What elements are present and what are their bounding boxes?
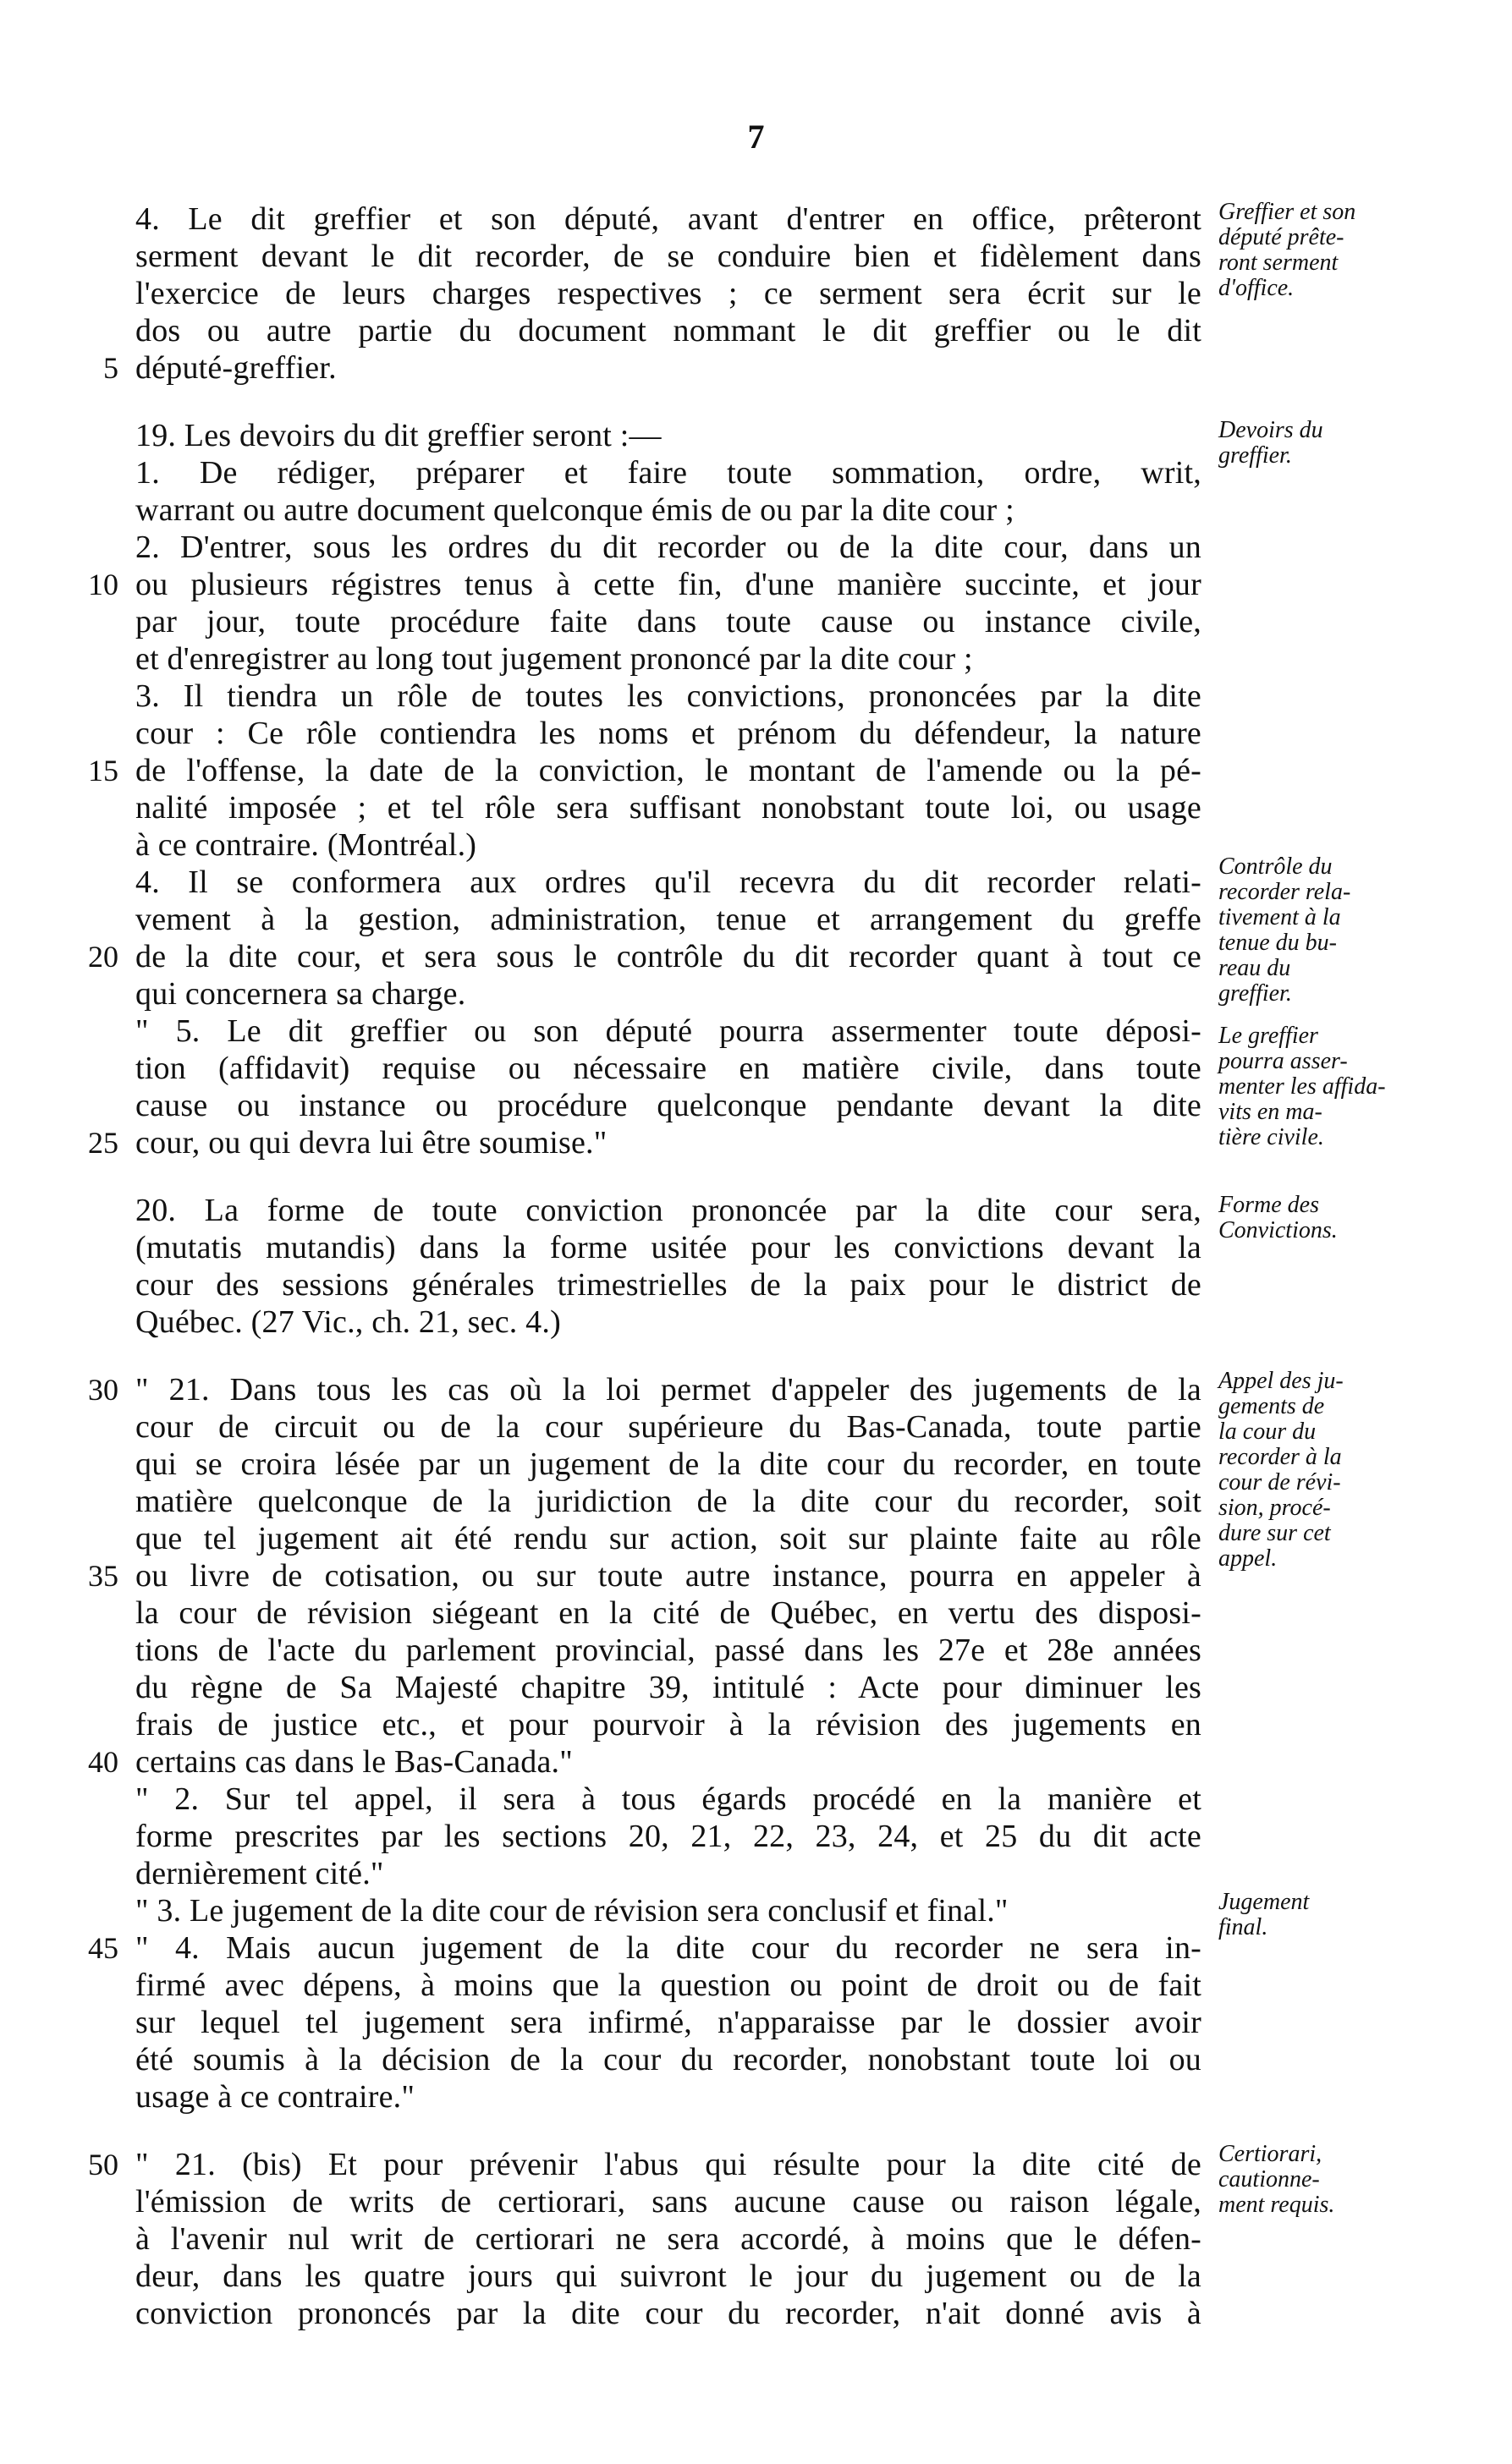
text-line: matière quelconque de la juridiction de la dite cour du recorder, soit [135, 1484, 1201, 1519]
margin-note: Certiorari, cautionne- ment requis. [1218, 2141, 1335, 2218]
text-line: certains cas dans le Bas-Canada." [135, 1744, 573, 1780]
text-line: Québec. (27 Vic., ch. 21, sec. 4.) [135, 1304, 561, 1340]
text-line: " 21. (bis) Et pour prévenir l'abus qui résulte pour la dite cité de [135, 2147, 1201, 2182]
text-line: été soumis à la décision de la cour du recorder, nonobstant toute loi ou [135, 2042, 1201, 2077]
margin-note: Contrôle du recorder rela- tivement à la tenue du bu- reau du greffier. [1218, 853, 1351, 1007]
text-line: cour : Ce rôle contiendra les noms et prénom du défendeur, la nature [135, 716, 1201, 751]
margin-note: Devoirs du greffier. [1218, 417, 1323, 469]
page-number: 7 [747, 118, 765, 156]
line-number: 20 [88, 940, 118, 974]
text-line: l'exercice de leurs charges respectives ; ce serment sera écrit sur le [135, 276, 1201, 311]
text-line: 4. Il se conformera aux ordres qu'il recevra du dit recorder relati- [135, 864, 1201, 900]
text-line: 1. De rédiger, préparer et faire toute sommation, ordre, writ, [135, 455, 1201, 491]
text-line: à l'avenir nul writ de certiorari ne sera accordé, à moins que le défen- [135, 2221, 1201, 2257]
text-line: dos ou autre partie du document nommant le dit greffier ou le dit [135, 313, 1201, 348]
text-line: l'émission de writs de certiorari, sans aucune cause ou raison légale, [135, 2184, 1201, 2220]
text-line: cour de circuit ou de la cour supérieure du Bas-Canada, toute partie [135, 1409, 1201, 1445]
text-line: conviction prononcés par la dite cour du recorder, n'ait donné avis à [135, 2296, 1201, 2331]
text-line: " 21. Dans tous les cas où la loi permet d'appeler des jugements de la [135, 1372, 1201, 1408]
text-line: député-greffier. [135, 350, 337, 386]
text-line: sur lequel tel jugement sera infirmé, n'apparaisse par le dossier avoir [135, 2005, 1201, 2040]
text-line: " 4. Mais aucun jugement de la dite cour du recorder ne sera in- [135, 1930, 1201, 1966]
text-line: firmé avec dépens, à moins que la question ou point de droit ou de fait [135, 1967, 1201, 2003]
text-line: 20. La forme de toute conviction prononcée par la dite cour sera, [135, 1193, 1201, 1228]
text-line: dernièrement cité." [135, 1856, 384, 1891]
margin-note: Jugement final. [1218, 1889, 1310, 1940]
text-line: la cour de révision siégeant en la cité de Québec, en vertu des disposi- [135, 1595, 1201, 1631]
text-line: de la dite cour, et sera sous le contrôle du dit recorder quant à tout ce [135, 939, 1201, 974]
text-line: " 3. Le jugement de la dite cour de révision sera conclusif et final." [135, 1893, 1009, 1929]
text-line: que tel jugement ait été rendu sur action, soit sur plainte faite au rôle [135, 1521, 1201, 1556]
text-line: ou plusieurs régistres tenus à cette fin, d'une manière succinte, et jour [135, 567, 1201, 602]
margin-note: Forme des Convictions. [1218, 1192, 1338, 1243]
text-line: " 2. Sur tel appel, il sera à tous égards procédé en la manière et [135, 1781, 1201, 1817]
text-line: cour, ou qui devra lui être soumise." [135, 1125, 608, 1161]
line-number: 10 [88, 568, 118, 601]
text-line: par jour, toute procédure faite dans toute cause ou instance civile, [135, 604, 1201, 639]
text-line: de l'offense, la date de la conviction, le montant de l'amende ou la pé- [135, 753, 1201, 788]
text-line: forme prescrites par les sections 20, 21, 22, 23, 24, et 25 du dit acte [135, 1819, 1201, 1854]
text-line: 4. Le dit greffier et son député, avant d'entrer en office, prêteront [135, 201, 1201, 237]
text-line: " 5. Le dit greffier ou son député pourra assermenter toute déposi- [135, 1013, 1201, 1049]
text-line: serment devant le dit recorder, de se conduire bien et fidèlement dans [135, 239, 1201, 274]
margin-note: Greffier et son député prête- ront serment d'office. [1218, 199, 1356, 301]
text-line: (mutatis mutandis) dans la forme usitée pour les convictions devant la [135, 1230, 1201, 1265]
text-line: warrant ou autre document quelconque émis de ou par la dite cour ; [135, 492, 1014, 528]
margin-note: Le greffier pourra asser- menter les affida- vits en ma- tière civile. [1218, 1023, 1386, 1150]
line-number: 50 [88, 2148, 118, 2181]
text-line: et d'enregistrer au long tout jugement prononcé par la dite cour ; [135, 641, 973, 677]
line-number: 45 [88, 1931, 118, 1965]
text-line: à ce contraire. (Montréal.) [135, 827, 477, 863]
line-number: 25 [88, 1126, 118, 1160]
text-line: vement à la gestion, administration, tenue et arrangement du greffe [135, 902, 1201, 937]
line-number: 15 [88, 754, 118, 787]
margin-note: Appel des ju- gements de la cour du recorder à la cour de révi- sion, procé- dure sur cet appel. [1218, 1368, 1344, 1572]
text-line: cour des sessions générales trimestrielles de la paix pour le district de [135, 1267, 1201, 1303]
text-line: qui concernera sa charge. [135, 976, 466, 1012]
text-line: cause ou instance ou procédure quelconque pendante devant la dite [135, 1088, 1201, 1123]
text-line: usage à ce contraire." [135, 2079, 415, 2115]
text-line: tions de l'acte du parlement provincial, passé dans les 27e et 28e années [135, 1633, 1201, 1668]
text-line: 19. Les devoirs du dit greffier seront :— [135, 418, 662, 453]
text-line: du règne de Sa Majesté chapitre 39, intitulé : Acte pour diminuer les [135, 1670, 1201, 1705]
line-number: 5 [103, 351, 118, 385]
line-number: 30 [88, 1373, 118, 1407]
text-line: 3. Il tiendra un rôle de toutes les convictions, prononcées par la dite [135, 678, 1201, 714]
text-line: qui se croira lésée par un jugement de la dite cour du recorder, en toute [135, 1446, 1201, 1482]
text-line: ou livre de cotisation, ou sur toute autre instance, pourra en appeler à [135, 1558, 1201, 1594]
line-number: 35 [88, 1559, 118, 1593]
text-line: frais de justice etc., et pour pourvoir à la révision des jugements en [135, 1707, 1201, 1742]
text-line: deur, dans les quatre jours qui suivront le jour du jugement ou de la [135, 2258, 1201, 2294]
text-line: tion (affidavit) requise ou nécessaire en matière civile, dans toute [135, 1051, 1201, 1086]
line-number: 40 [88, 1745, 118, 1779]
text-line: 2. D'entrer, sous les ordres du dit recorder ou de la dite cour, dans un [135, 530, 1201, 565]
text-line: nalité imposée ; et tel rôle sera suffisant nonobstant toute loi, ou usage [135, 790, 1201, 826]
